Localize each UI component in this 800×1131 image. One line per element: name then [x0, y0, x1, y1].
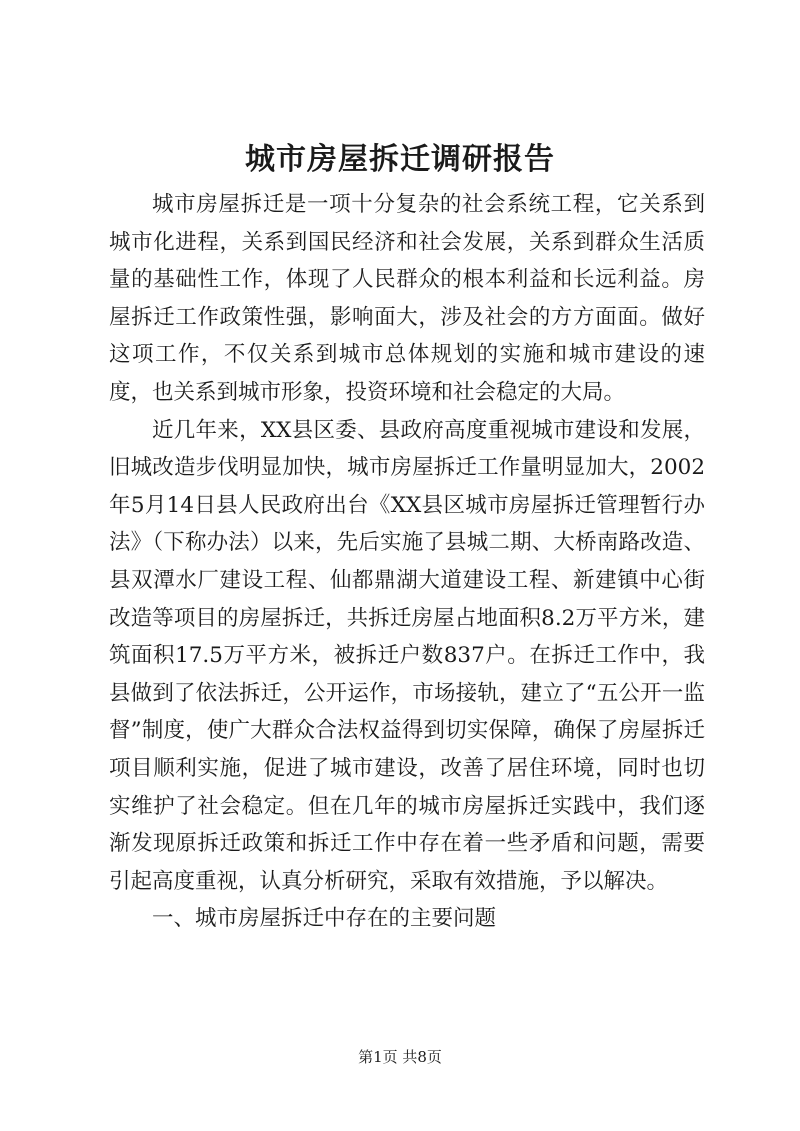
page-footer: 第1页 共8页 — [358, 1048, 442, 1066]
document-body — [109, 186, 705, 938]
page-title: 城市房屋拆迁调研报告 — [245, 142, 555, 177]
paragraph-background: 近几年来，XX县区委、县政府高度重视城市建设和发展，旧城改造步伐明显加快，城市房屋拆迁工作量明显加大，2002年5月14日县人民政府出台《XX县区城市房屋拆迁管理暂行办法》（下称办法）以来，先后实施了县城二期、大桥南路改造、县双潭水厂建设工程、仙都鼎湖大道建设工程、新建镇中心街改造等项目的房屋拆迁，共拆迁房屋占地面积8.2万平方米，建筑面积17.5万平方米，被拆迁户数837户。在拆迁工作中，我县做到了依法拆迁，公开运作，市场接轨，建立了“五公开一监督”制度，使广大群众合法权益得到切实保障，确保了房屋拆迁项目顺利实施，促进了城市建设，改善了居住环境，同时也切实维护了社会稳定。但在几年的城市房屋拆迁实践中，我们逐渐发现原拆迁政策和拆迁工作中存在着一些矛盾和问题，需要引起高度重视，认真分析研究，采取有效措施，予以解决。 — [109, 417, 705, 894]
section-heading: 一、城市房屋拆迁中存在的主要问题 — [152, 906, 497, 932]
paragraph-intro: 城市房屋拆迁是一项十分复杂的社会系统工程，它关系到城市化进程，关系到国民经济和社会发展，关系到群众生活质量的基础性工作，体现了人民群众的根本利益和长远利益。房屋拆迁工作政策性强，影响面大，涉及社会的方方面面。做好这项工作，不仅关系到城市总体规划的实施和城市建设的速度，也关系到城市形象，投资环境和社会稳定的大局。 — [109, 192, 705, 405]
